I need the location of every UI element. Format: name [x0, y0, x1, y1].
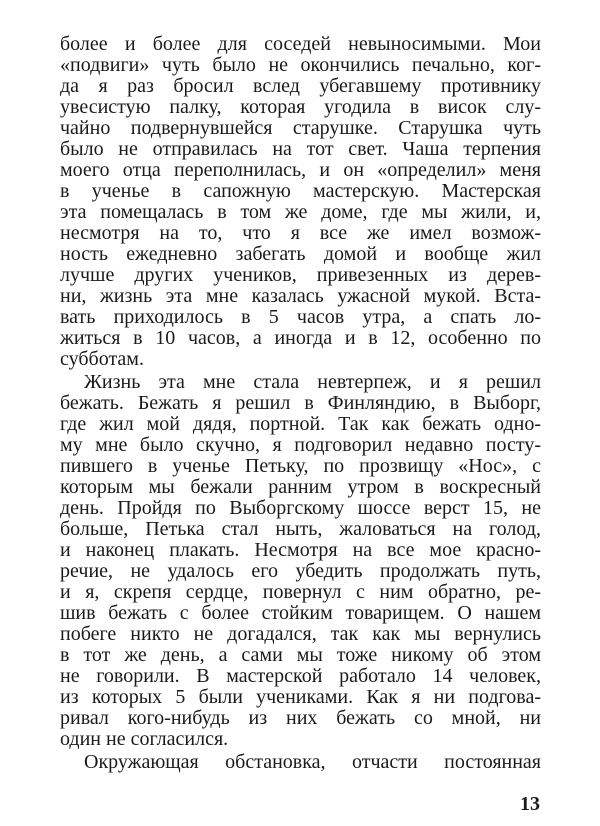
text-line: которым мы бежали ранним утром в воскресный	[60, 476, 541, 498]
text-line: где жил мой дядя, портной. Так как бежать одно-	[60, 413, 541, 435]
paragraph	[60, 752, 541, 773]
text-line: ни, жизнь эта мне казалась ужасной мукой. Вста-	[60, 285, 541, 307]
text-line: несмотря на то, что я все же имел возмож-	[60, 222, 541, 244]
text-line: лучше других учеников, привезенных из дерев-	[60, 264, 541, 286]
text-line: не говорили. В мастерской работало 14 человек,	[60, 665, 541, 687]
text-line: один не согласился.	[60, 728, 229, 750]
text-line: Жизнь эта мне стала невтерпеж, и я решил	[84, 371, 541, 393]
text-line: да я раз бросил вслед убегавшему противнику	[60, 75, 541, 97]
text-line: из которых 5 были учениками. Как я ни подгова-	[60, 686, 541, 708]
text-line: день. Пройдя по Выборгскому шоссе верст 15, не	[60, 497, 541, 519]
text-line: в тот же день, а сами мы тоже никому об этом	[60, 644, 541, 666]
text-line: и я, скрепя сердце, повернул с ним обратно, ре-	[60, 581, 541, 603]
text-line: Окружающая обстановка, отчасти постоянная	[84, 751, 541, 773]
text-line: вать приходилось в 5 часов утра, а спать ло-	[60, 306, 541, 328]
paragraph	[60, 34, 541, 370]
text-line: чайно подвернувшейся старушке. Старушка чуть	[60, 117, 541, 139]
text-line: эта помещалась в том же доме, где мы жили, и,	[60, 201, 541, 223]
text-line: более и более для соседей невыносимыми. Мои	[60, 33, 541, 55]
text-line: му мне было скучно, я подговорил недавно посту-	[60, 434, 541, 456]
text-line: побеге никто не догадался, так как мы вернулись	[60, 623, 541, 645]
text-line: шив бежать с более стойким товарищем. О нашем	[60, 602, 541, 624]
text-line: больше, Петька стал ныть, жаловаться на голод,	[60, 518, 541, 540]
text-line: «подвиги» чуть было не окончились печально, ког-	[60, 54, 541, 76]
text-line: пившего в ученье Петьку, по прозвищу «Нос», с	[60, 455, 541, 477]
text-line: субботам.	[60, 348, 144, 370]
body-text	[60, 34, 541, 773]
text-line: житься в 10 часов, а иногда и в 12, особенно по	[60, 327, 541, 349]
text-line: ность ежедневно забегать домой и вообще жил	[60, 243, 541, 265]
text-line: и наконец плакать. Несмотря на все мое красно-	[60, 539, 541, 561]
text-line: бежать. Бежать я решил в Финляндию, в Выборг,	[60, 392, 541, 414]
text-line: речие, не удалось его убедить продолжать путь,	[60, 560, 541, 582]
text-line: увесистую палку, которая угодила в висок слу-	[60, 96, 541, 118]
text-line: моего отца переполнилась, и он «определил» меня	[60, 159, 541, 181]
paragraph	[60, 372, 541, 750]
page-number: 13	[520, 793, 540, 815]
text-line: в ученье в сапожную мастерскую. Мастерская	[60, 180, 541, 202]
text-line: было не отправилась на тот свет. Чаша терпения	[60, 138, 541, 160]
text-line: ривал кого-нибудь из них бежать со мной, ни	[60, 707, 541, 729]
